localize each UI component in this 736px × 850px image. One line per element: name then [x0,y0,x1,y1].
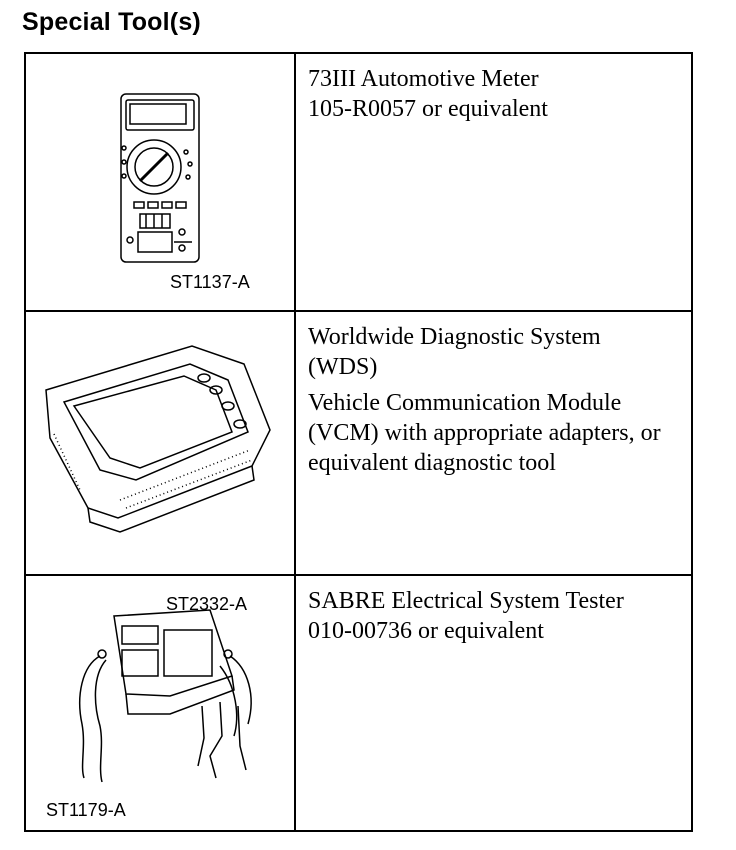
tool-name: 73III Automotive Meter [308,66,539,92]
tool-description [308,64,693,130]
tool-row [26,54,691,310]
tool-description [308,322,693,484]
special-tools-table [24,52,693,832]
tool-illustration-cell [26,312,294,614]
tool-part-number: 010-00736 or equivalent [308,618,544,644]
tool-part-number: 105-R0057 or equivalent [308,96,548,122]
illustration-code: ST1179-A [46,800,126,820]
illustration-code: ST1137-A [170,272,250,292]
tool-illustration-cell [26,54,294,310]
tool-detail: Vehicle Communication Module (VCM) with appropriate adapters, or equivalent diagnostic tool [308,390,661,476]
tool-name: Worldwide Diagnostic System (WDS) [308,324,601,380]
electrical-tester-icon [70,606,260,786]
tool-row [26,576,691,830]
illustration-code: ST2332-A [166,594,248,614]
tool-name: SABRE Electrical System Tester [308,588,624,614]
page-title: Special Tool(s) [22,8,201,36]
tool-description [308,586,693,652]
multimeter-icon [116,92,206,267]
tool-illustration-cell [26,576,294,830]
diagnostic-tablet-icon [40,340,275,535]
